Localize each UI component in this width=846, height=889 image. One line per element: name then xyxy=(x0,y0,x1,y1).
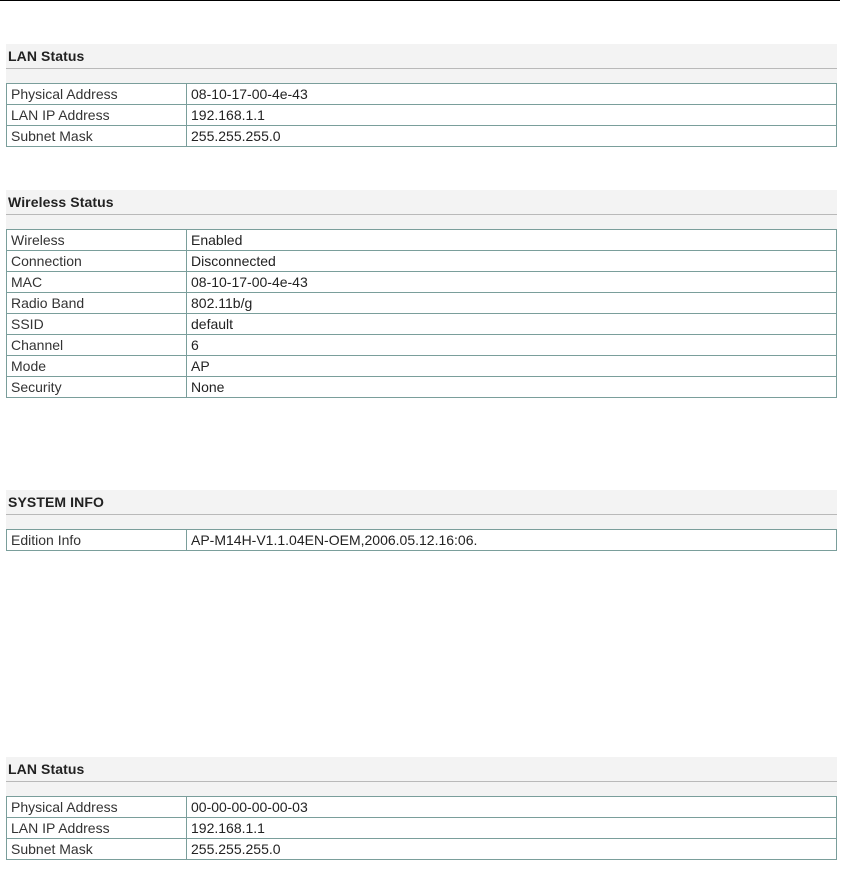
table-row xyxy=(7,839,837,860)
table-row xyxy=(7,84,837,105)
table-row xyxy=(7,230,837,251)
row-value: 255.255.255.0 xyxy=(187,126,837,147)
row-label: Wireless xyxy=(7,230,187,251)
section-header xyxy=(6,757,837,782)
row-label: Connection xyxy=(7,251,187,272)
row-value: AP-M14H-V1.1.04EN-OEM,2006.05.12.16:06. xyxy=(187,530,837,551)
row-label: Mode xyxy=(7,356,187,377)
row-value: 802.11b/g xyxy=(187,293,837,314)
table-row xyxy=(7,818,837,839)
table-row xyxy=(7,356,837,377)
row-label: Channel xyxy=(7,335,187,356)
row-label: LAN IP Address xyxy=(7,818,187,839)
row-label: Edition Info xyxy=(7,530,187,551)
table-row xyxy=(7,530,837,551)
row-label: SSID xyxy=(7,314,187,335)
row-label: Physical Address xyxy=(7,797,187,818)
row-label: Subnet Mask xyxy=(7,839,187,860)
section-title: LAN Status xyxy=(8,48,85,64)
row-label: Security xyxy=(7,377,187,398)
system-info-section xyxy=(6,490,837,551)
table-row xyxy=(7,105,837,126)
section-header xyxy=(6,190,837,215)
row-value: 192.168.1.1 xyxy=(187,818,837,839)
table-row xyxy=(7,272,837,293)
wireless-status-section xyxy=(6,190,837,398)
row-label: LAN IP Address xyxy=(7,105,187,126)
row-value: 192.168.1.1 xyxy=(187,105,837,126)
table-row xyxy=(7,377,837,398)
wireless-status-table xyxy=(6,229,837,398)
section-title: LAN Status xyxy=(8,761,85,777)
row-label: Physical Address xyxy=(7,84,187,105)
lan-status-section-2 xyxy=(6,757,837,860)
row-label: MAC xyxy=(7,272,187,293)
system-info-table xyxy=(6,529,837,551)
row-value: Disconnected xyxy=(187,251,837,272)
top-divider xyxy=(0,0,840,1)
lan-status-table-2 xyxy=(6,796,837,860)
table-row xyxy=(7,126,837,147)
section-title: Wireless Status xyxy=(8,194,114,210)
table-row xyxy=(7,293,837,314)
row-label: Radio Band xyxy=(7,293,187,314)
row-value: Enabled xyxy=(187,230,837,251)
table-row xyxy=(7,314,837,335)
lan-status-section xyxy=(6,44,837,147)
row-label: Subnet Mask xyxy=(7,126,187,147)
lan-status-table xyxy=(6,83,837,147)
section-header xyxy=(6,490,837,515)
row-value: None xyxy=(187,377,837,398)
table-row xyxy=(7,251,837,272)
section-title: SYSTEM INFO xyxy=(8,494,104,510)
row-value: AP xyxy=(187,356,837,377)
section-header xyxy=(6,44,837,69)
row-value: 00-00-00-00-00-03 xyxy=(187,797,837,818)
row-value: default xyxy=(187,314,837,335)
table-row xyxy=(7,335,837,356)
table-row xyxy=(7,797,837,818)
row-value: 255.255.255.0 xyxy=(187,839,837,860)
row-value: 6 xyxy=(187,335,837,356)
row-value: 08-10-17-00-4e-43 xyxy=(187,84,837,105)
row-value: 08-10-17-00-4e-43 xyxy=(187,272,837,293)
